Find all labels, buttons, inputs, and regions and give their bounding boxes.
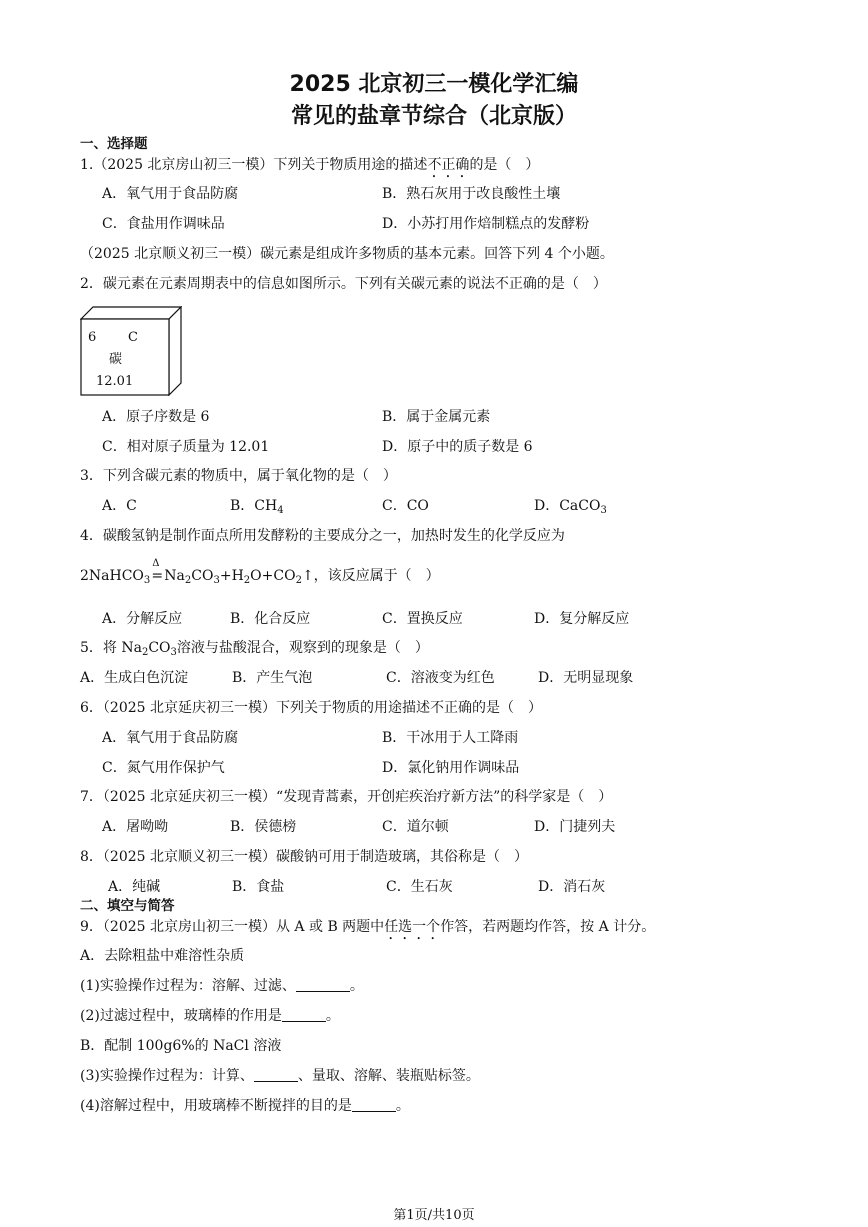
q7-option-c: C．道尔顿 (382, 819, 449, 835)
heat-equals-sign: Δ = (151, 558, 164, 584)
q9-subquestion-4: (4)溶解过程中，用玻璃棒不断搅拌的目的是 。 (80, 1098, 410, 1114)
q9-part-b-title: B．配制 100g6%的 NaCl 溶液 (80, 1038, 282, 1054)
answer-blank-1[interactable] (296, 979, 350, 992)
group-intro: （2025 北京顺义初三一模）碳元素是组成许多物质的基本元素。回答下列 4 个小题。 (80, 246, 614, 262)
q7-option-b: B．侯德榜 (230, 819, 297, 835)
q1-option-c: C．食盐用作调味品 (102, 216, 225, 232)
q2-option-d: D．原子中的质子数是 6 (382, 439, 533, 455)
answer-blank-2[interactable] (282, 1009, 326, 1022)
tile-symbol: C (128, 330, 138, 345)
question-5: 5．将 $Na_2CO_3$溶液与盐酸混合，观察到的现象是（ ） (80, 640, 429, 658)
q2-option-c: C．相对原子质量为 12.01 (102, 439, 270, 455)
q7-option-a: A．屠呦呦 (102, 819, 169, 835)
section-heading-fill: 二、填空与简答 (80, 898, 175, 914)
q8-option-d: D．消石灰 (538, 879, 606, 895)
document-title-line1: 2025 北京初三一模化学汇编 (289, 72, 579, 97)
q4-option-a: A．分解反应 (102, 611, 183, 627)
document-title-line2: 常见的盐章节综合（北京版） (290, 104, 577, 129)
q6-option-c: C．氮气用作保护气 (102, 760, 225, 776)
page-footer: 第1页/共10页 (393, 1208, 475, 1223)
tile-atomic-mass: 12.01 (96, 374, 134, 389)
q8-option-a: A．纯碱 (108, 879, 161, 895)
question-8: 8．（2025 北京顺义初三一模）碳酸钠可用于制造玻璃，其俗称是（ ） (80, 849, 528, 865)
tile-element-name: 碳 (109, 352, 123, 367)
q3-option-c: C．CO (382, 498, 429, 514)
q9-subquestion-1: (1)实验操作过程为：溶解、过滤、 。 (80, 978, 364, 994)
q5-option-a: A．生成白色沉淀 (80, 670, 189, 686)
question-1: 1.（2025 北京房山初三一模）下列关于物质用途的描述不正确的是（ ） (80, 157, 540, 173)
q3-option-d: D．CaCO$_3$ (534, 498, 607, 516)
q6-option-b: B．干冰用于人工降雨 (382, 730, 519, 746)
q7-option-d: D．门捷列夫 (534, 819, 616, 835)
question-4: 4．碳酸氢钠是制作面点所用发酵粉的主要成分之一，加热时发生的化学反应为 (80, 528, 565, 544)
q2-option-a: A．原子序数是 6 (102, 409, 210, 425)
q6-option-a: A．氧气用于食品防腐 (102, 730, 239, 746)
q6-option-d: D．氯化钠用作调味品 (382, 760, 520, 776)
question-9: 9．（2025 北京房山初三一模）从 A 或 B 两题中任选一个作答，若两题均作答，按 A 计分。 (80, 919, 656, 935)
q1-option-d: D．小苏打用作焙制糕点的发酵粉 (382, 216, 590, 232)
question-2: 2．碳元素在元素周期表中的信息如图所示。下列有关碳元素的说法不正确的是（ ） (80, 276, 607, 292)
question-3: 3．下列含碳元素的物质中，属于氧化物的是（ ） (80, 468, 397, 484)
q4-option-b: B．化合反应 (230, 611, 311, 627)
tile-atomic-number: 6 (88, 330, 97, 345)
q9-subquestion-2: (2)过滤过程中，玻璃棒的作用是 。 (80, 1008, 340, 1024)
question-7: 7．（2025 北京延庆初三一模）“发现青蒿素，开创疟疾治疗新方法”的科学家是（ ） (80, 789, 613, 805)
q5-option-c: C．溶液变为红色 (386, 670, 495, 686)
question-6: 6．（2025 北京延庆初三一模）下列关于物质的用途描述不正确的是（ ） (80, 700, 542, 716)
answer-blank-4[interactable] (352, 1099, 396, 1112)
answer-blank-3[interactable] (254, 1069, 298, 1082)
section-heading-choice: 一、选择题 (80, 136, 148, 152)
q3-option-b: B．$CH_4$ (230, 498, 284, 516)
q8-option-b: B．食盐 (232, 879, 285, 895)
q5-option-b: B．产生气泡 (232, 670, 313, 686)
q1-option-b: B．熟石灰用于改良酸性土壤 (382, 186, 561, 202)
q1-option-a: A．氧气用于食品防腐 (102, 186, 239, 202)
q8-option-c: C．生石灰 (386, 879, 453, 895)
q4-option-d: D．复分解反应 (534, 611, 630, 627)
q9-part-a-title: A．去除粗盐中难溶性杂质 (80, 948, 245, 964)
q4-option-c: C．置换反应 (382, 611, 463, 627)
q9-subquestion-3: (3)实验操作过程为：计算、 、量取、溶解、装瓶贴标签。 (80, 1068, 480, 1084)
q5-option-d: D．无明显现象 (538, 670, 634, 686)
q3-option-a: A．C (102, 498, 137, 514)
q2-option-b: B．属于金属元素 (382, 409, 491, 425)
q4-equation: 2NaHCO$_3$ Δ $=Na_2CO_3+H_2O+CO_2↑$，该反应属于（ ） (80, 558, 440, 586)
carbon-element-tile (80, 306, 182, 396)
